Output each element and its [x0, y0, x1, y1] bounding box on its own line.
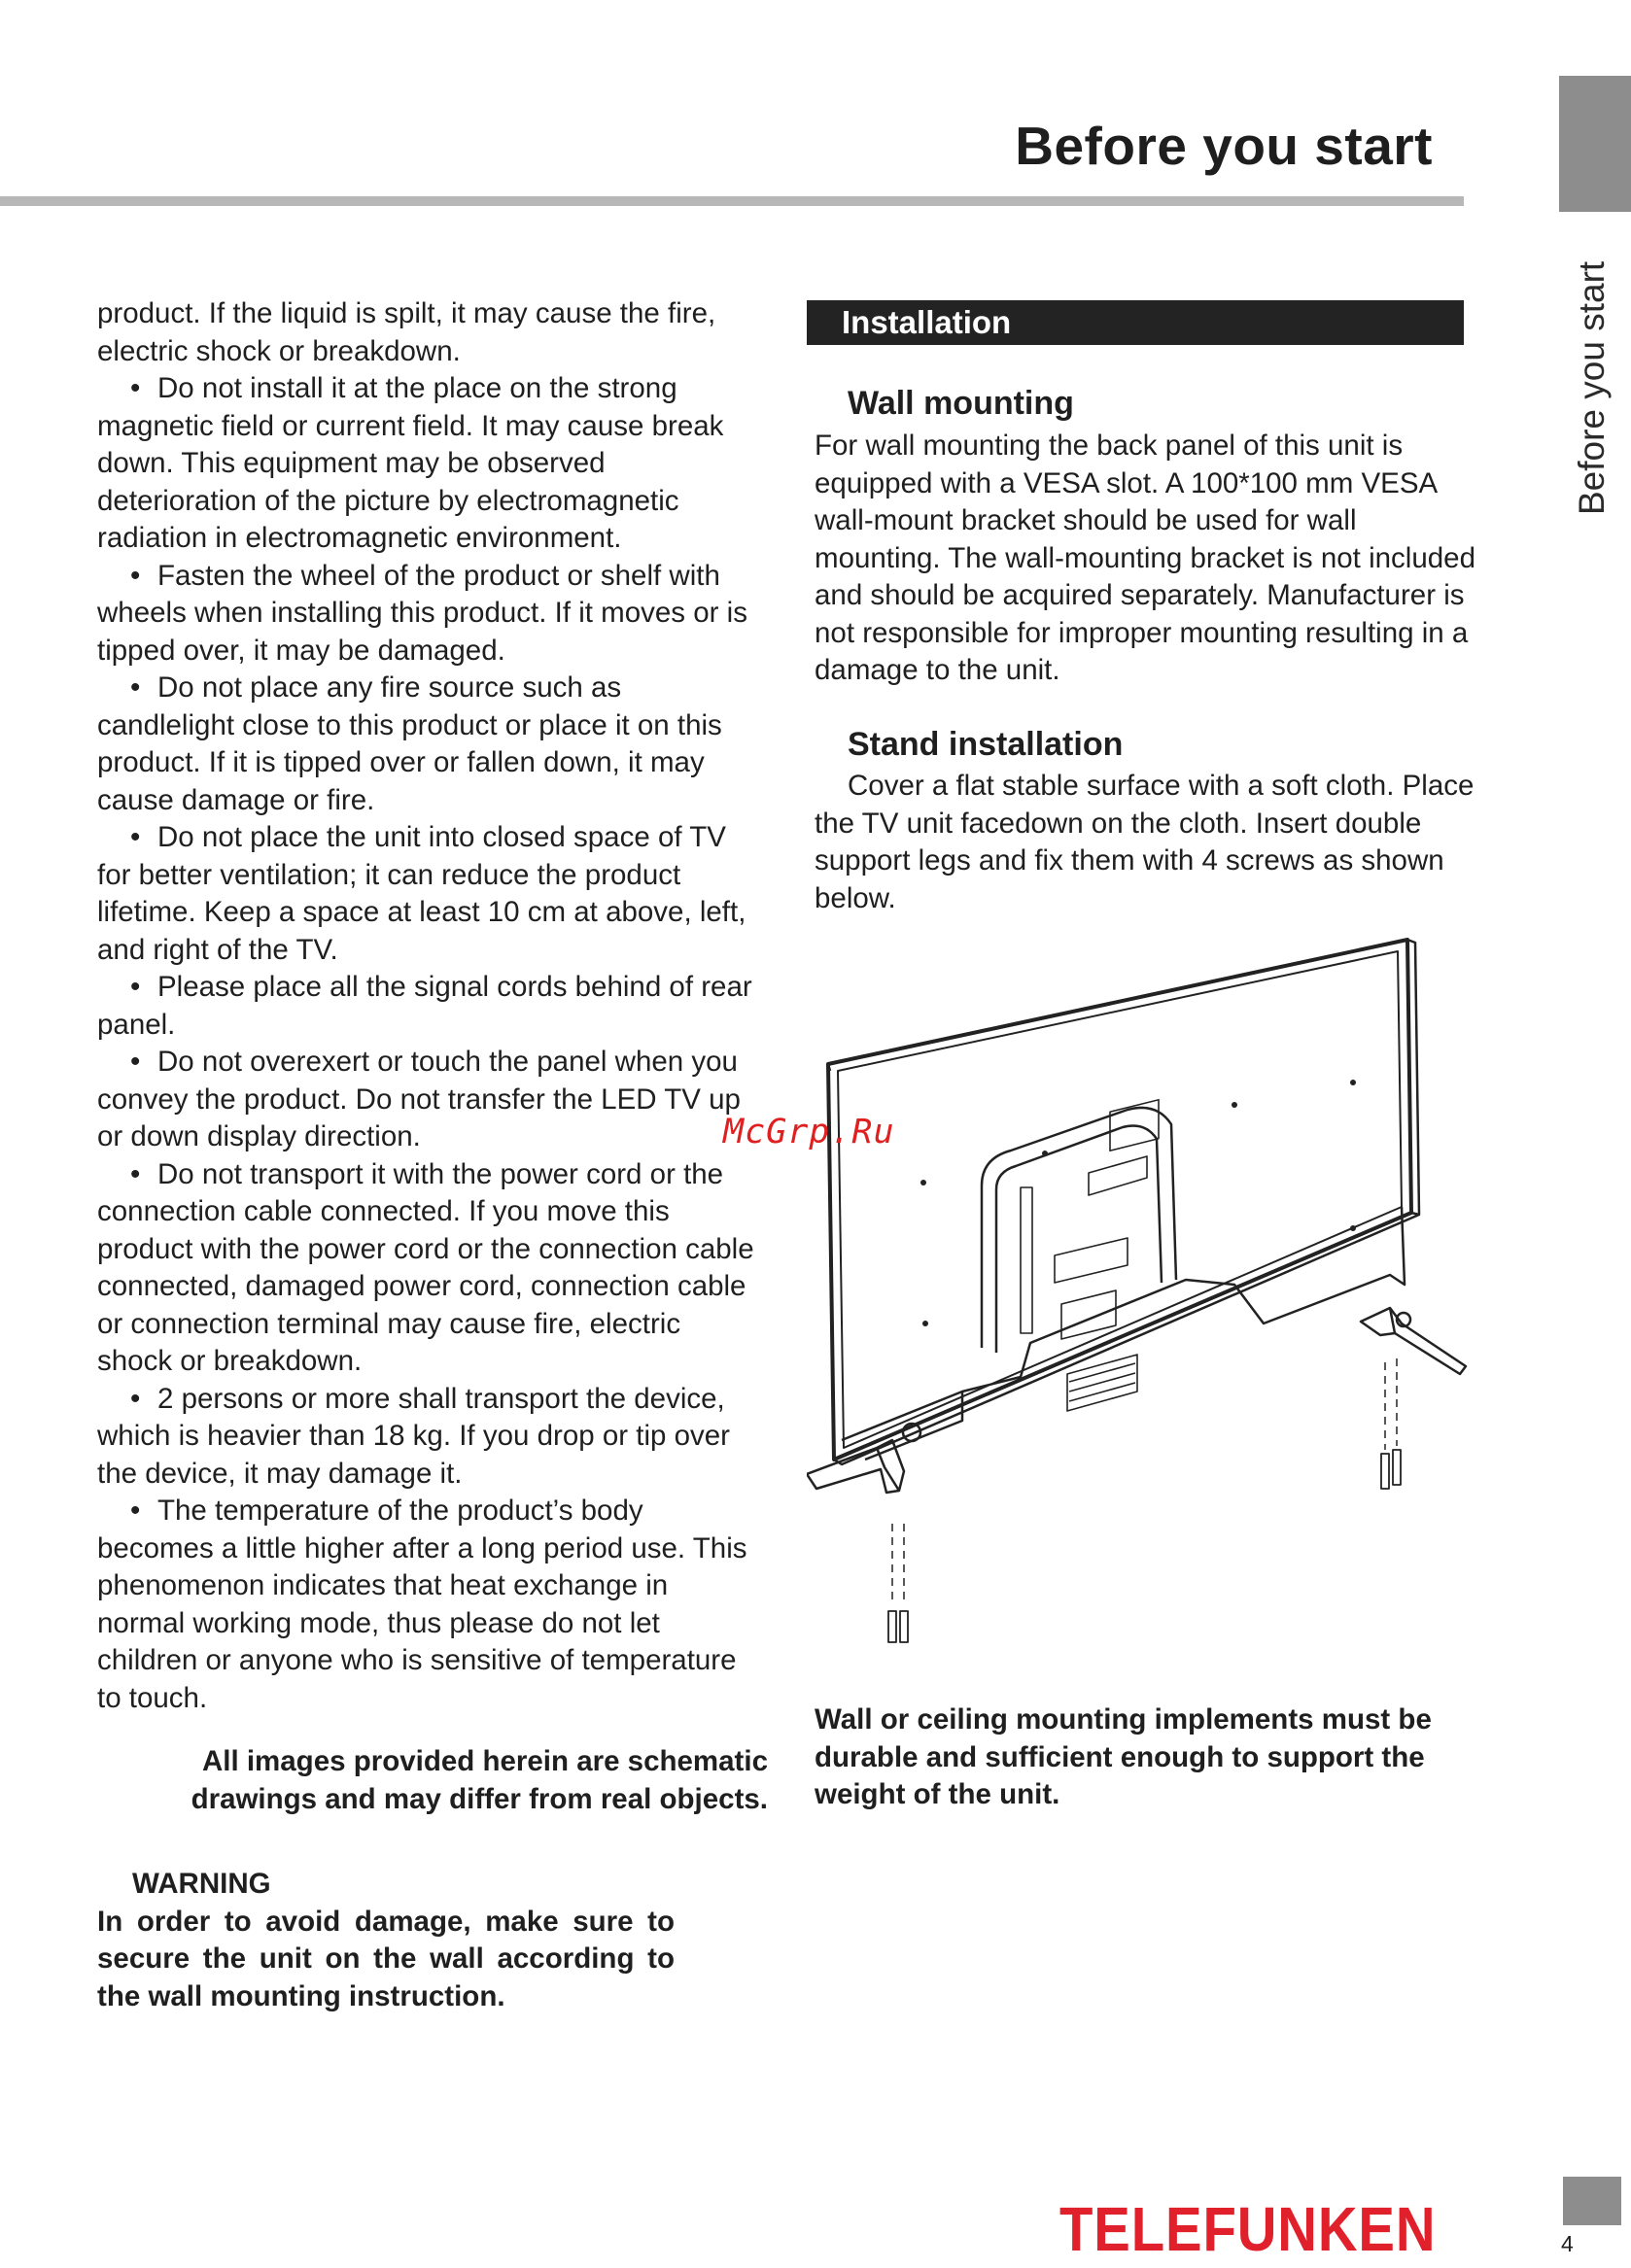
bullet-dot: •	[130, 1495, 141, 1527]
bullet-text: The temperature of the product’s body becomes a little higher after a long period use. This phenomenon indicates that heat exchange in normal working mode, thus please do not let children or anyone who is sensitive of temperature to touch.	[97, 1495, 747, 1714]
bullet-text: 2 persons or more shall transport the device, which is heavier than 18 kg. If you drop or tip over the device, it may damage it.	[97, 1382, 730, 1490]
chapter-side-label-text: Before you start	[1572, 260, 1612, 515]
page-number-tab	[1563, 2177, 1621, 2225]
bullet-item	[97, 1156, 758, 1381]
tv-stand-diagram	[807, 935, 1477, 1654]
wall-mounting-heading: Wall mounting	[848, 385, 1074, 422]
stand-leg-right	[1361, 1308, 1466, 1489]
bullet-dot: •	[130, 671, 141, 704]
bullet-item	[97, 370, 758, 558]
wall-mounting-text: For wall mounting the back panel of this unit is equipped with a VESA slot. A 100*100 mm VESA wall-mount bracket should be used for wall mounting. The wall-mounting bracket is not included and should be acquired separately. Manufacturer is not responsible for improper mounting resulting in a damage to the unit.	[815, 430, 1475, 686]
bullet-item	[97, 558, 758, 670]
bullet-dot: •	[130, 372, 141, 404]
bullet-dot: •	[130, 821, 141, 853]
stand-installation-heading: Stand installation	[848, 726, 1124, 763]
bullet-text: Please place all the signal cords behind of rear panel.	[97, 971, 752, 1041]
bullet-dot: •	[130, 1382, 141, 1415]
bullet-item	[97, 969, 758, 1044]
bullet-item	[97, 1381, 758, 1494]
bullet-text: Do not place any fire source such as candlelight close to this product or place it on this product. If it is tipped over or fallen down, it may cause damage or fire.	[97, 671, 722, 816]
bullet-dot: •	[130, 559, 141, 592]
bullet-item	[97, 1493, 758, 1717]
watermark: McGrp.Ru	[723, 1113, 895, 1151]
bullet-item	[97, 670, 758, 819]
bullet-text: Do not place the unit into closed space of TV for better ventilation; it can reduce the product lifetime. Keep a space at least 10 cm at above, left, and right of the TV.	[97, 821, 746, 966]
vesa-holes	[920, 1080, 1356, 1326]
intro-paragraph: product. If the liquid is spilt, it may cause the fire, electric shock or breakdown.	[97, 297, 716, 367]
page-title: Before you start	[1015, 116, 1433, 176]
bullet-text: Do not install it at the place on the strong magnetic field or current field. It may cause break down. This equipment may be observed deterioration of the picture by electromagnetic radiation in electromagnetic environment.	[97, 372, 724, 554]
bullet-text: Fasten the wheel of the product or shelf with wheels when installing this product. If it moves or is tipped over, it may be damaged.	[97, 559, 747, 667]
brand-logo: TELEFUNKEN	[1059, 2194, 1437, 2264]
bullet-text: Do not transport it with the power cord or the connection cable connected. If you move this product with the power cord or the connection cable connected, damaged power cord, connection cable or connection terminal may cause fire, electric shock or breakdown.	[97, 1157, 754, 1377]
installation-section-header: Installation	[807, 300, 1464, 345]
chapter-tab	[1559, 76, 1631, 212]
bullet-dot: •	[130, 971, 141, 1003]
mounting-caution: Wall or ceiling mounting implements must be durable and sufficient enough to support the weight of the unit.	[815, 1703, 1432, 1810]
title-divider	[0, 196, 1464, 206]
warning-text: In order to avoid damage, make sure to secure the unit on the wall according to the wall mounting instruction.	[97, 1905, 675, 2012]
screw-sockets	[903, 1313, 1410, 1441]
warning-title: WARNING	[132, 1868, 271, 1900]
bullet-item	[97, 819, 758, 969]
warning-block	[97, 1866, 675, 2015]
rear-cover	[842, 1108, 1405, 1460]
bullet-text: Do not overexert or touch the panel when you convey the product. Do not transfer the LED TV up or down display direction.	[97, 1046, 741, 1152]
bullet-dot: •	[130, 1157, 141, 1190]
schematic-note: All images provided herein are schematic drawings and may differ from real objects.	[191, 1745, 768, 1815]
bullet-item	[97, 1044, 758, 1156]
stand-leg-left	[807, 1440, 908, 1642]
page-number: 4	[1561, 2231, 1574, 2256]
bullet-dot: •	[130, 1046, 141, 1078]
io-area	[1021, 1100, 1159, 1411]
stand-installation-text: Cover a flat stable surface with a soft cloth. Place the TV unit facedown on the cloth. Insert double support legs and fix them with 4 screws as shown below.	[815, 770, 1475, 914]
safety-instructions	[97, 295, 758, 1717]
